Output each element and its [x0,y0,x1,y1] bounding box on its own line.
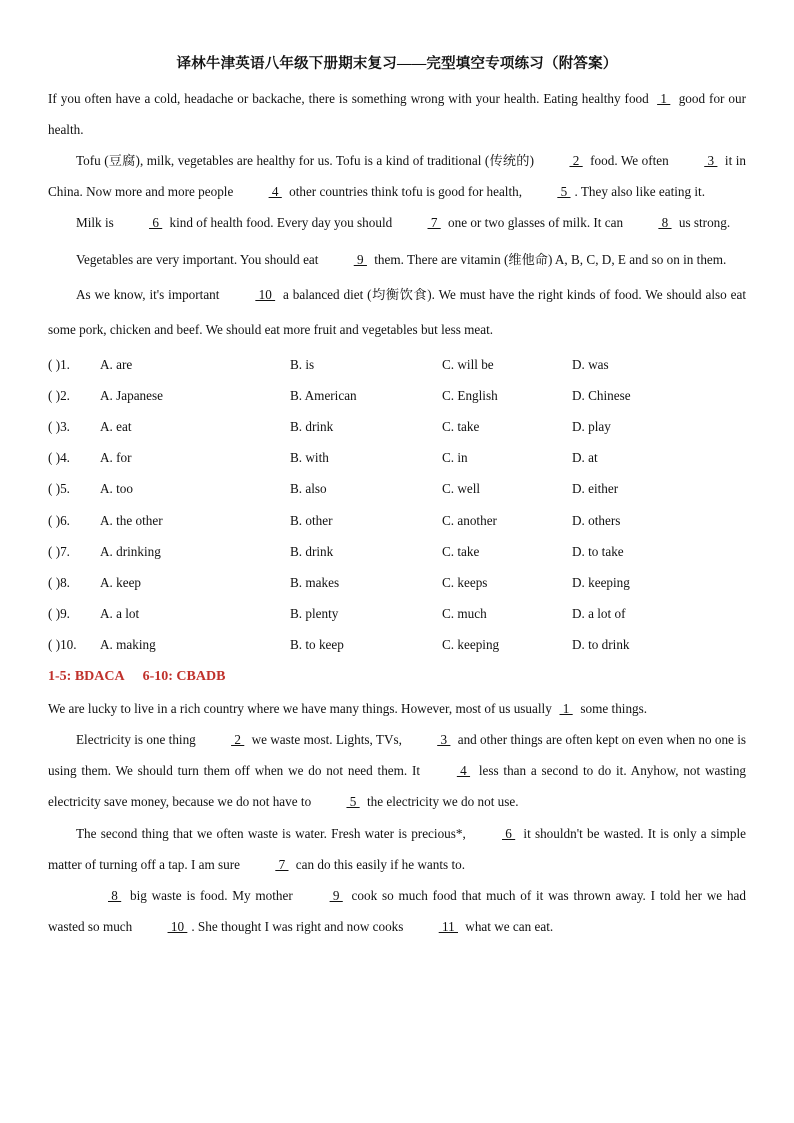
paragraph-text: can do this easily if he wants to. [292,856,465,872]
option-a: A. a lot [100,606,140,622]
option-c: C. another [442,512,497,528]
paragraph [48,145,746,207]
paragraph-text: we waste most. Lights, TVs, [248,732,406,748]
option-d: D. keeping [572,574,630,590]
question-number: ( )9. [48,606,70,622]
option-d: D. to take [572,543,624,559]
paragraph-text: big waste is food. My mother [125,888,298,904]
paragraph-text: it in China. Now more and more people [48,153,746,199]
option-d: D. a lot of [572,606,626,622]
paragraph-text: kind of health food. Every day you should [166,215,396,230]
answer-key-6-10: 6-10: CBADB [142,668,226,684]
question-number: ( )2. [48,387,70,403]
answer-key [48,661,746,693]
document-page [48,52,746,943]
option-a: A. Japanese [100,387,163,403]
paragraph-text: a balanced diet (均衡饮食). We must have the right kinds of food. We should also eat some pork, chicken and beef. We should eat more fruit and vegetables but less meat. [48,287,747,337]
paragraph-text: and other things are often kept on even when no one is using them. We should turn them off when we do not need them. It [48,732,746,779]
paragraph [48,693,746,724]
question-number: ( )3. [48,418,70,434]
answer-key-1-5: 1-5: BDACA [48,668,125,684]
option-b: B. with [290,450,329,466]
question-row [48,536,746,567]
blank-10: 10 [255,287,276,302]
blank-3: 3 [704,153,718,168]
question-row [48,474,746,505]
option-b: B. American [290,387,357,403]
option-d: D. others [572,512,621,528]
paragraph-text: other countries think tofu is good for health, [285,184,526,199]
blank-5: 5 [557,184,571,199]
question-row [48,443,746,474]
option-b: B. plenty [290,606,339,622]
question-row [48,630,746,661]
question-number: ( )5. [48,481,70,497]
blank-1: 1 [559,700,573,716]
paragraph-text: . They also like eating it. [574,184,706,199]
question-row [48,599,746,630]
option-c: C. keeping [442,637,500,653]
paragraph-text: some things. [577,700,648,716]
question-row [48,567,746,598]
options-list [48,349,746,661]
option-b: B. makes [290,574,340,590]
option-c: C. take [442,418,480,434]
blank-7: 7 [275,856,289,872]
option-c: C. in [442,450,468,466]
paragraph-text: what we can eat. [462,919,554,935]
blank-10: 10 [167,919,188,935]
option-b: B. drink [290,543,334,559]
question-number: ( )6. [48,512,70,528]
blank-1: 1 [657,91,671,106]
blank-3: 3 [437,732,451,748]
paragraph-text: good for our health. [48,91,746,137]
passage-one [48,83,746,347]
paragraph-text: it shouldn't be wasted. It is only a simple matter of turning off a tap. I am sure [48,825,746,872]
paragraph-text: cook so much food that much of it was thrown away. I told her we had wasted so much [48,888,746,935]
question-row [48,349,746,380]
option-d: D. was [572,356,609,372]
paragraph-text: Vegetables are very important. You should eat [76,252,322,267]
blank-4: 4 [268,184,282,199]
question-number: ( )10. [48,637,77,653]
option-a: A. the other [100,512,163,528]
option-a: A. keep [100,574,142,590]
option-d: D. either [572,481,619,497]
paragraph-text: them. There are vitamin (维他命) A, B, C, D, E and so on in them. [370,252,727,267]
paragraph-text: As we know, it's important [76,287,224,302]
question-row [48,380,746,411]
paragraph-text: Tofu (豆腐), milk, vegetables are healthy for us. Tofu is a kind of traditional (传统的) [76,153,538,168]
paragraph [48,242,746,277]
blank-2: 2 [569,153,583,168]
blank-5: 5 [346,794,360,810]
blank-6: 6 [149,215,163,230]
option-c: C. well [442,481,481,497]
option-b: B. also [290,481,327,497]
blank-9: 9 [353,252,367,267]
paragraph-text: . She thought I was right and now cooks [191,919,407,935]
option-b: B. to keep [290,637,344,653]
paragraph [48,880,746,942]
blank-9: 9 [329,888,343,904]
option-b: B. drink [290,418,334,434]
option-d: D. at [572,450,598,466]
paragraph-text: Electricity is one thing [76,732,200,748]
paragraph-text: food. We often [586,153,673,168]
question-number: ( )7. [48,543,70,559]
paragraph-text: The second thing that we often waste is water. Fresh water is precious*, [76,825,470,841]
paragraph-text: less than a second to do it. Anyhow, not wasting electricity save money, because we do not have to [48,763,747,810]
option-b: B. is [290,356,315,372]
option-c: C. keeps [442,574,488,590]
option-c: C. will be [442,356,494,372]
blank-8: 8 [658,215,672,230]
question-number: ( )8. [48,574,70,590]
paragraph [48,818,746,880]
paragraph-text: one or two glasses of milk. It can [444,215,627,230]
paragraph [48,277,746,347]
option-c: C. much [442,606,487,622]
option-d: D. play [572,418,611,434]
question-number: ( )4. [48,450,70,466]
option-a: A. for [100,450,132,466]
option-c: C. English [442,387,498,403]
page-title: 译林牛津英语八年级下册期末复习——完型填空专项练习（附答案） [176,56,618,72]
paragraph-text: the electricity we do not use. [363,794,519,810]
question-number: ( )1. [48,356,70,372]
option-a: A. eat [100,418,132,434]
blank-4: 4 [456,763,471,779]
paragraph-text: We are lucky to live in a rich country where we have many things. However, most of us usually [48,700,556,716]
blank-8: 8 [108,888,122,904]
blank-11: 11 [438,919,458,935]
option-a: A. are [100,356,133,372]
blank-6: 6 [502,825,516,841]
paragraph-text: Milk is [76,215,118,230]
option-d: D. Chinese [572,387,631,403]
option-d: D. to drink [572,637,630,653]
option-a: A. drinking [100,543,161,559]
passage-two [48,693,746,943]
question-row [48,411,746,442]
paragraph-text: us strong. [675,215,731,230]
blank-2: 2 [231,732,245,748]
paragraph [48,207,746,238]
question-row [48,505,746,536]
paragraph [48,724,746,818]
option-c: C. take [442,543,480,559]
option-a: A. too [100,481,133,497]
paragraph [48,83,746,145]
paragraph-text: If you often have a cold, headache or backache, there is something wrong with your health. Eating healthy food [48,91,653,106]
blank-7: 7 [427,215,441,230]
option-b: B. other [290,512,333,528]
option-a: A. making [100,637,156,653]
